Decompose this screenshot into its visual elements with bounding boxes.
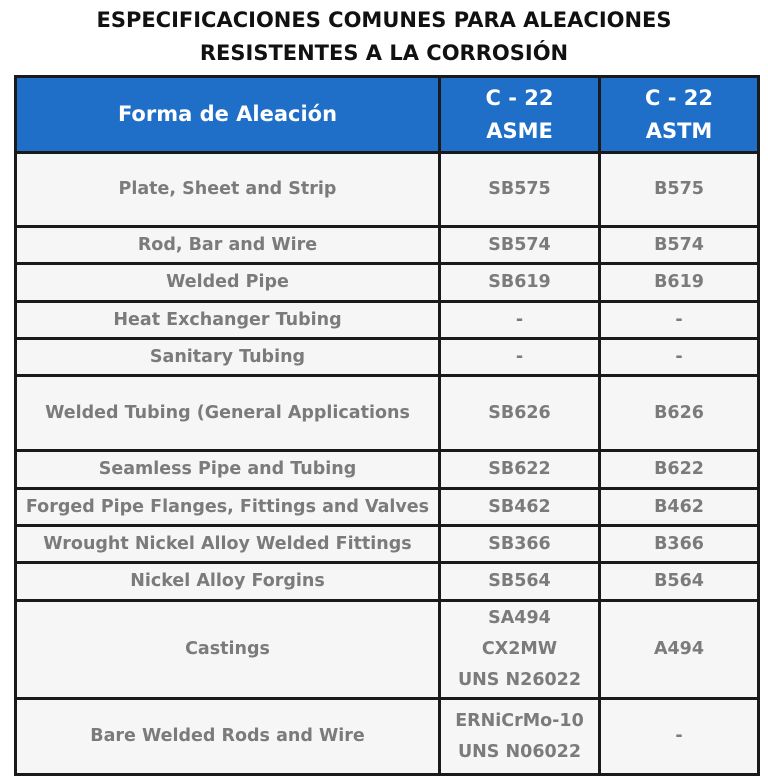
table-row — [16, 227, 759, 264]
table-row — [16, 302, 759, 339]
cell-astm: - — [600, 302, 759, 339]
cell-astm: B619 — [600, 264, 759, 302]
cell-asme — [440, 339, 600, 376]
cell-asme — [440, 699, 600, 775]
cell-asme — [440, 526, 600, 563]
cell-form: Rod, Bar and Wire — [16, 227, 440, 264]
cell-astm: B574 — [600, 227, 759, 264]
header-asme-line-1: C - 22 — [485, 85, 554, 110]
cell-astm: B462 — [600, 489, 759, 526]
cell-form: Wrought Nickel Alloy Welded Fittings — [16, 526, 440, 563]
header-alloy-form-label: Forma de Aleación — [117, 102, 338, 126]
cell-asme-line: SB575 — [488, 179, 551, 199]
header-astm — [600, 77, 759, 153]
cell-form: Plate, Sheet and Strip — [16, 153, 440, 227]
cell-asme — [440, 227, 600, 264]
table-row — [16, 451, 759, 489]
cell-asme-line: UNS N26022 — [457, 670, 582, 690]
cell-asme-line: - — [515, 309, 524, 330]
table-row — [16, 376, 759, 451]
table-row — [16, 601, 759, 699]
cell-asme — [440, 489, 600, 526]
cell-astm: B626 — [600, 376, 759, 451]
cell-asme-line: SA494 — [488, 608, 551, 628]
cell-asme-line: SB622 — [488, 459, 551, 479]
cell-asme-line: UNS N06022 — [457, 741, 582, 762]
cell-astm: B622 — [600, 451, 759, 489]
table-row — [16, 264, 759, 302]
header-asme — [440, 77, 600, 153]
table-row — [16, 489, 759, 526]
cell-asme-line: CX2MW — [481, 639, 558, 659]
cell-form: Sanitary Tubing — [16, 339, 440, 376]
cell-form: Heat Exchanger Tubing — [16, 302, 440, 339]
table-row — [16, 339, 759, 376]
cell-astm: - — [600, 339, 759, 376]
cell-asme-line: SB462 — [488, 496, 551, 517]
cell-asme — [440, 264, 600, 302]
table-header-row — [16, 77, 759, 153]
cell-astm: A494 — [600, 601, 759, 699]
table-row — [16, 699, 759, 775]
header-asme-line-2: ASME — [486, 118, 553, 143]
cell-asme — [440, 451, 600, 489]
cell-astm: B366 — [600, 526, 759, 563]
cell-asme-line: ERNiCrMo-10 — [455, 710, 584, 731]
cell-form: Welded Tubing (General Applications — [16, 376, 440, 451]
cell-asme-line: - — [515, 346, 524, 367]
table-row — [16, 526, 759, 563]
cell-asme-line: SB564 — [488, 571, 551, 591]
cell-asme-line: SB366 — [488, 533, 551, 554]
title-line-1: ESPECIFICACIONES COMUNES PARA ALEACIONES — [96, 8, 672, 32]
cell-asme — [440, 601, 600, 699]
cell-astm: B564 — [600, 563, 759, 601]
cell-form: Seamless Pipe and Tubing — [16, 451, 440, 489]
header-astm-line-1: C - 22 — [645, 85, 713, 110]
header-alloy-form — [16, 77, 440, 153]
page-title — [0, 4, 768, 70]
cell-asme-line: SB619 — [488, 272, 551, 292]
header-astm-line-2: ASTM — [645, 118, 713, 143]
table-row — [16, 153, 759, 227]
cell-asme — [440, 302, 600, 339]
cell-asme-line: SB574 — [488, 234, 551, 255]
cell-form: Castings — [16, 601, 440, 699]
cell-form: Nickel Alloy Forgins — [16, 563, 440, 601]
cell-astm: B575 — [600, 153, 759, 227]
cell-form: Bare Welded Rods and Wire — [16, 699, 440, 775]
cell-astm: - — [600, 699, 759, 775]
cell-asme — [440, 563, 600, 601]
cell-asme — [440, 376, 600, 451]
cell-asme — [440, 153, 600, 227]
table-row — [16, 563, 759, 601]
cell-form: Forged Pipe Flanges, Fittings and Valves — [16, 489, 440, 526]
cell-form: Welded Pipe — [16, 264, 440, 302]
cell-asme-line: SB626 — [488, 402, 551, 423]
title-line-2: RESISTENTES A LA CORROSIÓN — [199, 41, 569, 65]
specifications-table — [14, 75, 760, 776]
